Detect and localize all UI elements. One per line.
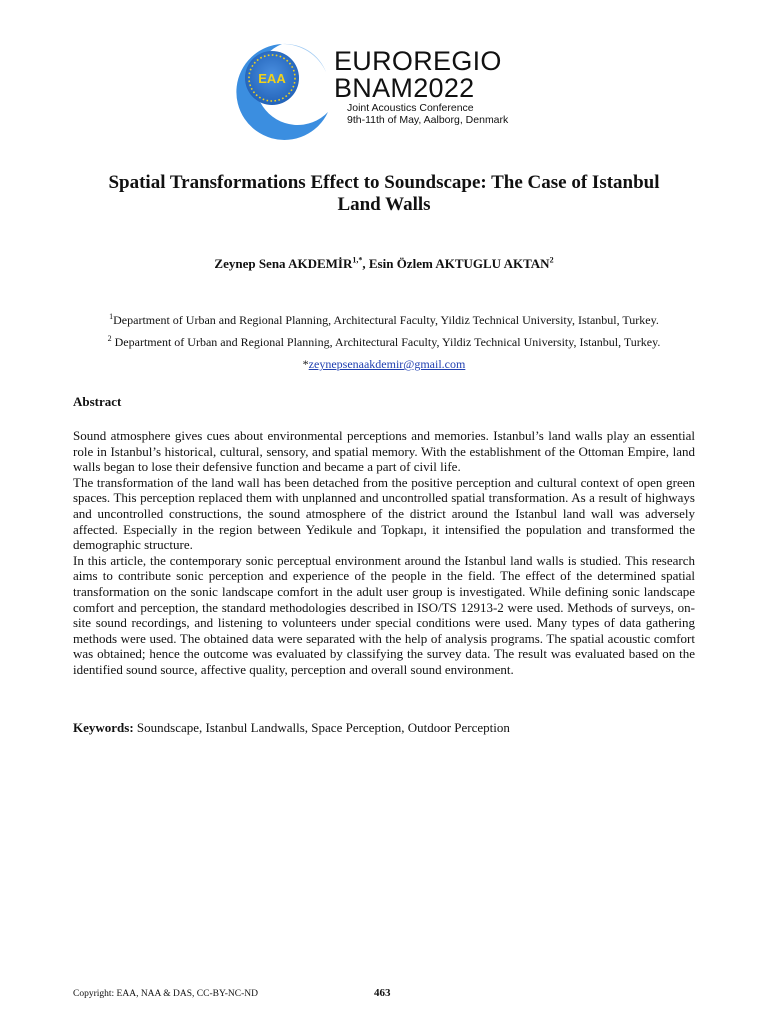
abstract-paragraph-3: In this article, the contemporary sonic perceptual environment around the Istanbul land walls is studied. This research aims to contribute sonic perception and experience of the people in the field. The effect of the determined spatial transformation on the sonic landscape comfort in the adult user group is investigated. While defining sonic landscape comfort and perception, the standard methodologies described in ISO/TS 12913-2 were used. Methods of surveys, on-site sound recordings, and listening to volunteers under special conditions were used. Many types of data gathering methods were used. The obtained data were separated with the help of analysis programs. The spatial acoustic comfort was obtained; hence the outcome was evaluated by classifying the survey data. The result was evaluated based on the identified sound source, affective quality, perception and overall sound environment. [73,552,695,677]
authors [0,256,768,272]
abstract-body [73,428,695,678]
affiliation-2 [0,335,768,350]
author-2: Esin Özlem AKTUGLU AKTAN [368,256,550,271]
title-line-1: Spatial Transformations Effect to Soundscape: The Case of Istanbul [108,172,660,193]
logo-text [334,48,508,126]
badge-label: EAA [258,71,286,86]
affiliation-1-text: Department of Urban and Regional Planning, Architectural Faculty, Yildiz Technical University, Istanbul, Turkey. [113,313,659,327]
paper-title [60,172,708,216]
email-link[interactable]: zeynepsenaakdemir@gmail.com [308,357,466,371]
author-sep: , [362,256,369,271]
logo-line-3: Joint Acoustics Conference [347,102,474,114]
abstract-paragraph-2: The transformation of the land wall has been detached from the positive perception and cultural context of open green spaces. This perception replaced them with unplanned and uncontrolled spatial transformation. As a result of highways and uncontrolled constructions, the sound atmosphere of the district around the Istanbul land wall was adversely affected. Especially in the region between Yedikule and Topkapı, it intensified the population and transformed the demographic structure. [73,474,695,553]
abstract-heading: Abstract [73,394,122,409]
affiliation-2-sup: 2 [107,334,112,343]
email-prefix: * [302,357,309,371]
author-2-sup: 2 [549,255,554,265]
keywords-list: Soundscape, Istanbul Landwalls, Space Perception, Outdoor Perception [133,720,510,735]
logo-line-1: EUROREGIO [334,46,502,76]
logo-line-4: 9th-11th of May, Aalborg, Denmark [347,114,509,126]
affiliation-1-sup: 1 [109,312,114,321]
title-line-2: Land Walls [337,194,431,215]
keywords-label: Keywords: [73,720,134,735]
affiliation-1 [0,313,768,328]
author-1-sup: 1,* [352,255,363,265]
footer-copyright: Copyright: EAA, NAA & DAS, CC-BY-NC-ND [73,989,258,999]
affiliation-2-text: Department of Urban and Regional Planning, Architectural Faculty, Yildiz Technical University, Istanbul, Turkey. [111,335,661,349]
author-1: Zeynep Sena AKDEMİR [214,256,353,271]
keywords [73,720,510,736]
logo-line-2: BNAM2022 [334,73,475,103]
page-number: 463 [374,987,391,999]
corresponding-email [0,357,768,372]
abstract-paragraph-1: Sound atmosphere gives cues about environmental perceptions and memories. Istanbul’s land walls play an essential role in Istanbul’s historical, cultural, sensory, and spatial memory. With the establishment of the Ottoman Empire, land walls began to lose their defensive function and became a part of civil life. [73,428,695,475]
